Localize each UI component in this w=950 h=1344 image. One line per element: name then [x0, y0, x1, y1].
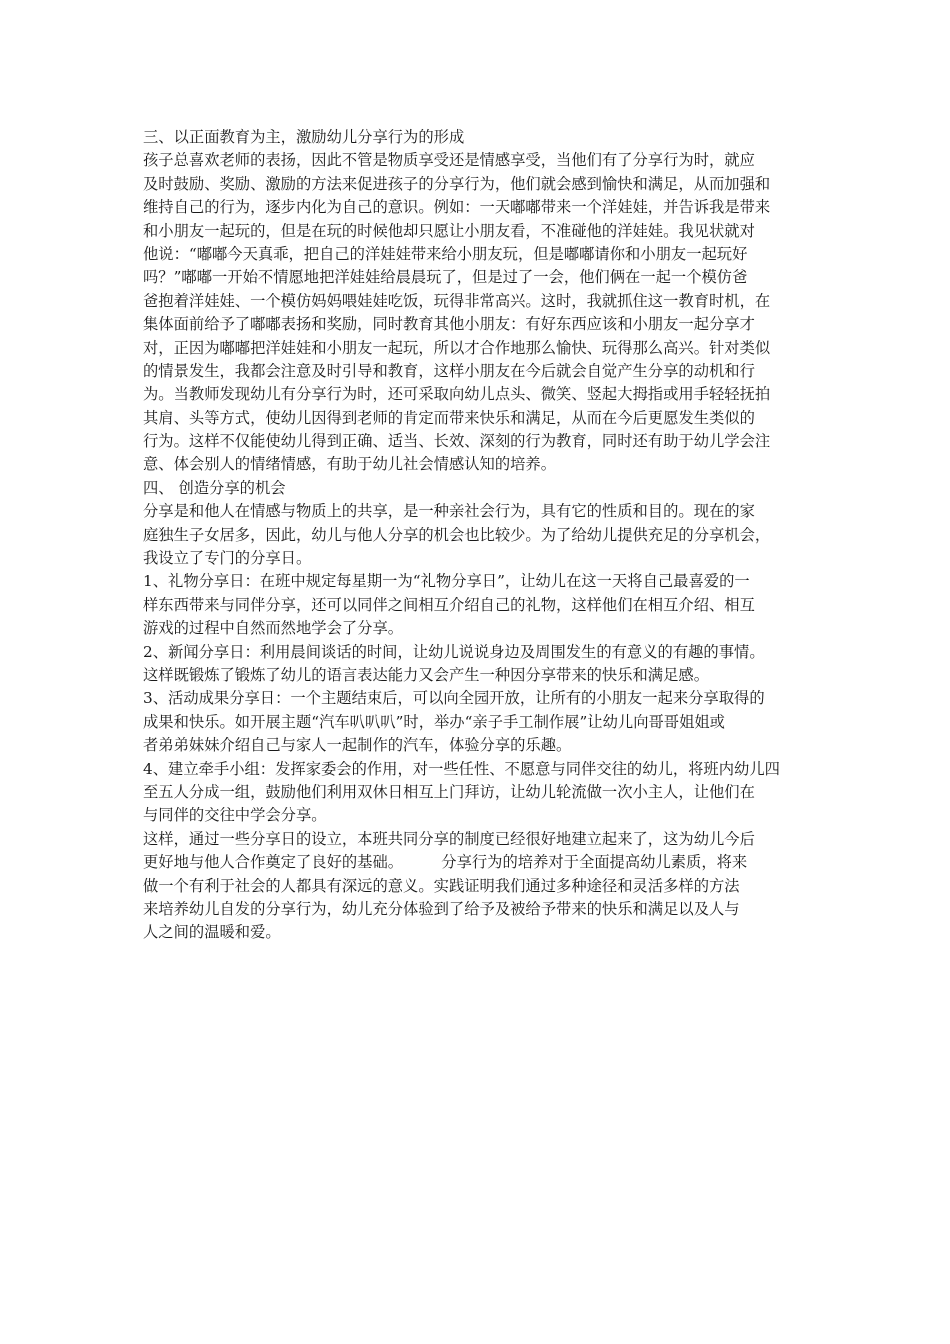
text-line: 做一个有利于社会的人都具有深远的意义。实践证明我们通过多种途径和灵活多样的方法: [143, 876, 740, 895]
text-line: 者弟弟妹妹介绍自己与家人一起制作的汽车，体验分享的乐趣。: [143, 736, 572, 755]
text-line: 和小朋友一起玩的，但是在玩的时候他却只愿让小朋友看，不准碰他的洋娃娃。我见状就对: [143, 221, 755, 240]
text-line: 更好地与他人合作奠定了良好的基础。 分享行为的培养对于全面提高幼儿素质，将来: [143, 853, 748, 872]
text-line: 集体面前给予了嘟嘟表扬和奖励，同时教育其他小朋友：有好东西应该和小朋友一起分享才: [143, 315, 755, 334]
text-line: 分享是和他人在情感与物质上的共享，是一种亲社会行为，具有它的性质和目的。现在的家: [143, 502, 755, 521]
list-item-4: 4、建立牵手小组：发挥家委会的作用，对一些任性、不愿意与同伴交往的幼儿，将班内幼儿四: [143, 759, 780, 778]
text-line: 行为。这样不仅能使幼儿得到正确、适当、长效、深刻的行为教育，同时还有助于幼儿学会注: [143, 432, 771, 451]
text-line: 人之间的温暖和爱。: [143, 923, 281, 942]
list-item-1: 1、礼物分享日：在班中规定每星期一为“礼物分享日”，让幼儿在这一天将自己最喜爱的一: [143, 572, 750, 591]
text-line: 我设立了专门的分享日。: [143, 549, 312, 568]
text-line: 游戏的过程中自然而然地学会了分享。: [143, 619, 404, 638]
text-line: 成果和快乐。如开展主题“汽车叭叭叭”时，举办“亲子手工制作展”让幼儿向哥哥姐姐或: [143, 712, 725, 731]
text-line: 至五人分成一组，鼓励他们利用双休日相互上门拜访，让幼儿轮流做一次小主人，让他们在: [143, 782, 755, 801]
text-line: 其肩、头等方式，使幼儿因得到老师的肯定而带来快乐和满足，从而在今后更愿发生类似的: [143, 408, 755, 427]
text-line: 为。当教师发现幼儿有分享行为时，还可采取向幼儿点头、微笑、竖起大拇指或用手轻轻抚拍: [143, 385, 771, 404]
text-line: 他说：“嘟嘟今天真乖，把自己的洋娃娃带来给小朋友玩，但是嘟嘟请你和小朋友一起玩好: [143, 244, 748, 263]
text-line: 孩子总喜欢老师的表扬，因此不管是物质享受还是情感享受，当他们有了分享行为时，就应: [143, 151, 755, 170]
text-line: 这样既锻炼了锻炼了幼儿的语言表达能力又会产生一种因分享带来的快乐和满足感。: [143, 665, 709, 684]
text-line: 庭独生子女居多，因此，幼儿与他人分享的机会也比较少。为了给幼儿提供充足的分享机会，: [143, 525, 771, 544]
text-line: 对，正因为嘟嘟把洋娃娃和小朋友一起玩，所以才合作地那么愉快、玩得那么高兴。针对类似: [143, 338, 771, 357]
text-line: 样东西带来与同伴分享，还可以同伴之间相互介绍自己的礼物，这样他们在相互介绍、相互: [143, 595, 755, 614]
text-line: 这样，通过一些分享日的设立，本班共同分享的制度已经很好地建立起来了，这为幼儿今后: [143, 829, 755, 848]
list-item-2: 2、新闻分享日：利用晨间谈话的时间，让幼儿说说身边及周围发生的有意义的有趣的事情。: [143, 642, 765, 661]
text-line: 维持自己的行为，逐步内化为自己的意识。例如：一天嘟嘟带来一个洋娃娃，并告诉我是带来: [143, 198, 771, 217]
list-item-3: 3、活动成果分享日：一个主题结束后，可以向全园开放，让所有的小朋友一起来分享取得的: [143, 689, 765, 708]
text-line: 的情景发生，我都会注意及时引导和教育，这样小朋友在今后就会自觉产生分享的动机和行: [143, 361, 755, 380]
text-line: 吗？”嘟嘟一开始不情愿地把洋娃娃给晨晨玩了，但是过了一会，他们俩在一起一个模仿爸: [143, 268, 748, 287]
section-heading-4: 四、 创造分享的机会: [143, 478, 286, 497]
section-heading-3: 三、以正面教育为主，激励幼儿分享行为的形成: [143, 128, 465, 146]
text-line: 来培养幼儿自发的分享行为，幼儿充分体验到了给予及被给予带来的快乐和满足以及人与: [143, 899, 740, 918]
text-line: 与同伴的交往中学会分享。: [143, 806, 327, 825]
text-line: 爸抱着洋娃娃、一个模仿妈妈喂娃娃吃饭，玩得非常高兴。这时，我就抓住这一教育时机，在: [143, 291, 771, 310]
text-line: 意、体会别人的情绪情感，有助于幼儿社会情感认知的培养。: [143, 455, 557, 474]
text-line: 及时鼓励、奖励、激励的方法来促进孩子的分享行为，他们就会感到愉快和满足，从而加强和: [143, 174, 771, 193]
document-body: [143, 126, 823, 945]
